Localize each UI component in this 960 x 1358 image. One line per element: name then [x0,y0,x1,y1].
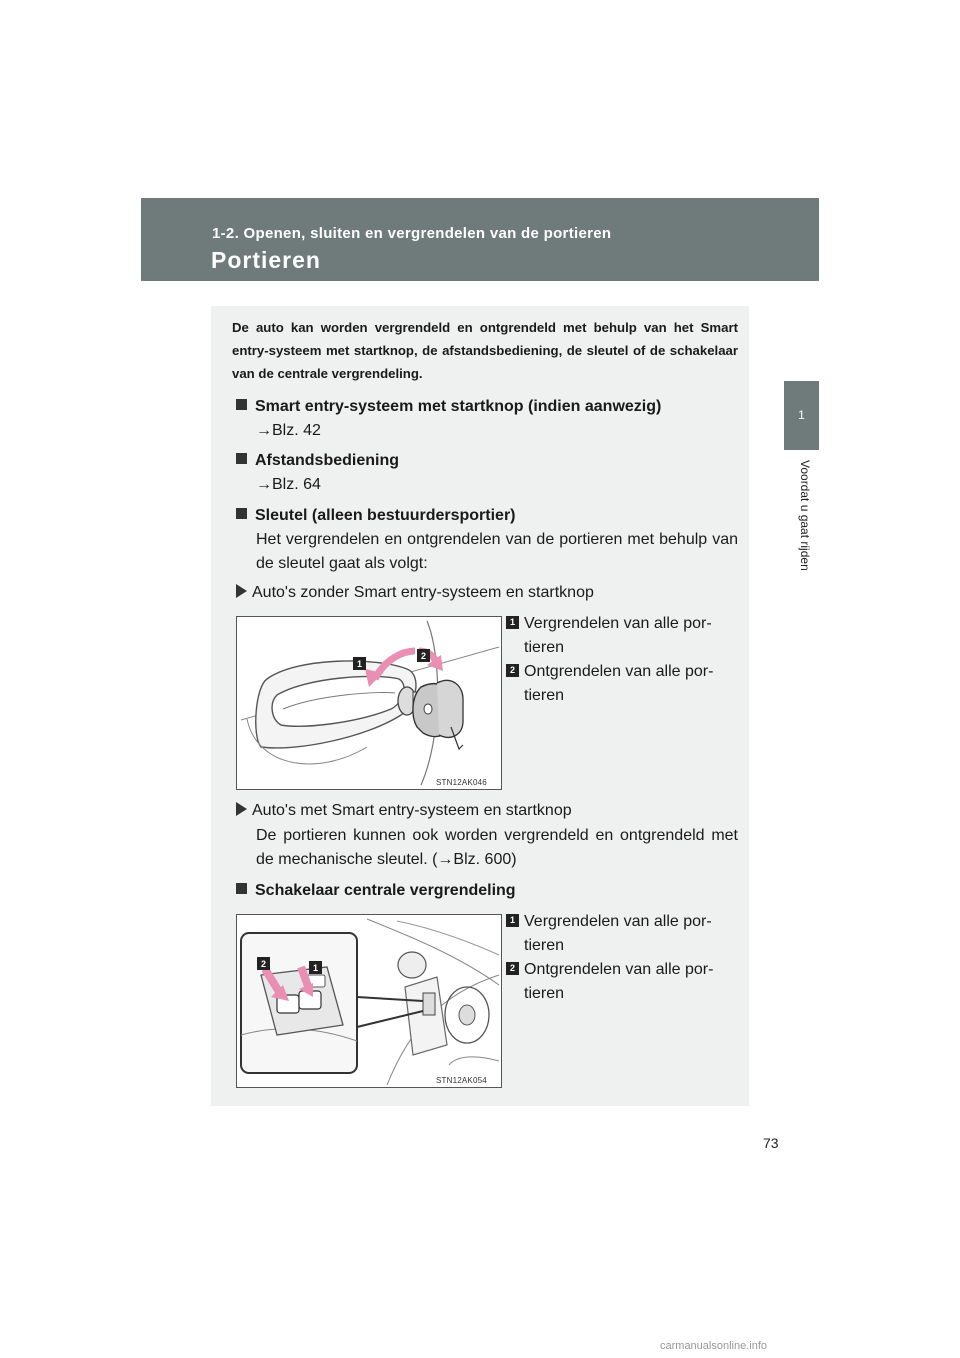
door-key-illustration [237,617,501,789]
figure-central-lock [236,914,502,1088]
svg-text:1: 1 [356,659,363,669]
case-with-smart-entry: Auto's met Smart entry-systeem en startknop [236,800,572,822]
chapter-header [141,198,819,281]
number-badge: 2 [506,962,519,975]
intro-paragraph: De auto kan worden vergrendeld en ontgrendeld met behulp van het Smart entry-systeem met startknop, de afstandsbediening, de sleutel of de schakelaar van de centrale vergrendeling. [232,320,738,381]
square-bullet-icon [236,399,247,410]
page-number: 73 [763,1135,779,1151]
case-without-smart-entry: Auto's zonder Smart entry-systeem en startknop [236,582,594,604]
chapter-tab: 1 [784,381,819,450]
svg-text:2: 2 [260,959,267,969]
page-title: Portieren [211,247,321,273]
triangle-bullet-icon [236,802,247,816]
heading-remote: Afstandsbediening [236,450,399,472]
heading-central-lock: Schakelaar centrale vergrendeling [236,880,516,902]
legend-unlock-2: 2 Ontgrendelen van alle por- tieren [506,958,736,1006]
legend-lock-2: 1 Vergrendelen van alle por- tieren [506,910,736,958]
heading-smart-entry: Smart entry-systeem met startknop (indien aanwezig) [236,396,661,418]
svg-text:2: 2 [420,651,427,661]
legend-unlock: 2 Ontgrendelen van alle por- tieren [506,660,736,708]
number-badge: 1 [506,616,519,629]
figure-code: STN12AK046 [436,778,487,787]
key-text: Het vergrendelen en ontgrendelen van de portieren met behulp van de sleutel gaat als volgt: [256,531,738,572]
watermark: carmanualsonline.info [660,1340,768,1352]
square-bullet-icon [236,883,247,894]
triangle-bullet-icon [236,584,247,598]
number-badge: 2 [506,664,519,677]
chapter-label: Voordat u gaat rijden [798,460,812,571]
legend-lock: 1 Vergrendelen van alle por- tieren [506,612,736,660]
ref-smart-entry: →Blz. 42 [256,422,321,439]
ref-remote: →Blz. 64 [256,476,321,493]
square-bullet-icon [236,508,247,519]
heading-key: Sleutel (alleen bestuurdersportier) [236,505,516,527]
case-with-smart-entry-text: De portieren kunnen ook worden vergrendeld en ontgrendeld met de mechanische sleutel. (→Blz. 600) [256,827,738,868]
number-badge: 1 [506,914,519,927]
figure-code: STN12AK054 [436,1076,487,1085]
square-bullet-icon [236,453,247,464]
figure-key-lock [236,616,502,790]
section-title: 1-2. Openen, sluiten en vergrendelen van de portieren [212,225,612,242]
central-lock-illustration [237,915,501,1087]
svg-text:1: 1 [312,963,319,973]
